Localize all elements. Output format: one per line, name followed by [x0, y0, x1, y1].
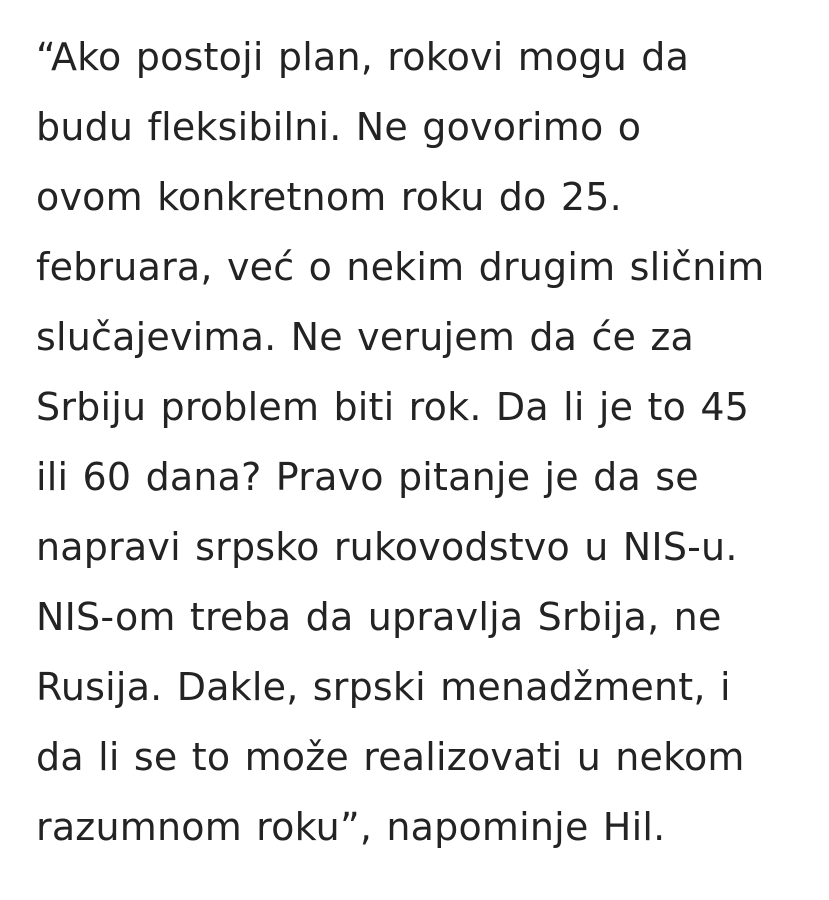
article-quote-paragraph [36, 22, 826, 862]
paragraph-line: Srbiju problem biti rok. Da li je to 45 [36, 385, 750, 429]
paragraph-line: ili 60 dana? Pravo pitanje je da se [36, 455, 699, 499]
paragraph-line: budu fleksibilni. Ne govorimo o [36, 105, 642, 149]
paragraph-line: da li se to može realizovati u nekom [36, 735, 745, 779]
paragraph-line: februara, već o nekim drugim sličnim [36, 245, 765, 289]
paragraph-line: NIS-om treba da upravlja Srbija, ne [36, 595, 722, 639]
paragraph-line: Rusija. Dakle, srpski menadžment, i [36, 665, 731, 709]
paragraph-line: slučajevima. Ne verujem da će za [36, 315, 695, 359]
paragraph-line: razumnom roku”, napominje Hil. [36, 805, 666, 849]
paragraph-line: napravi srpsko rukovodstvo u NIS-u. [36, 525, 738, 569]
paragraph-line: “Ako postoji plan, rokovi mogu da [36, 35, 690, 79]
paragraph-line: ovom konkretnom roku do 25. [36, 175, 622, 219]
